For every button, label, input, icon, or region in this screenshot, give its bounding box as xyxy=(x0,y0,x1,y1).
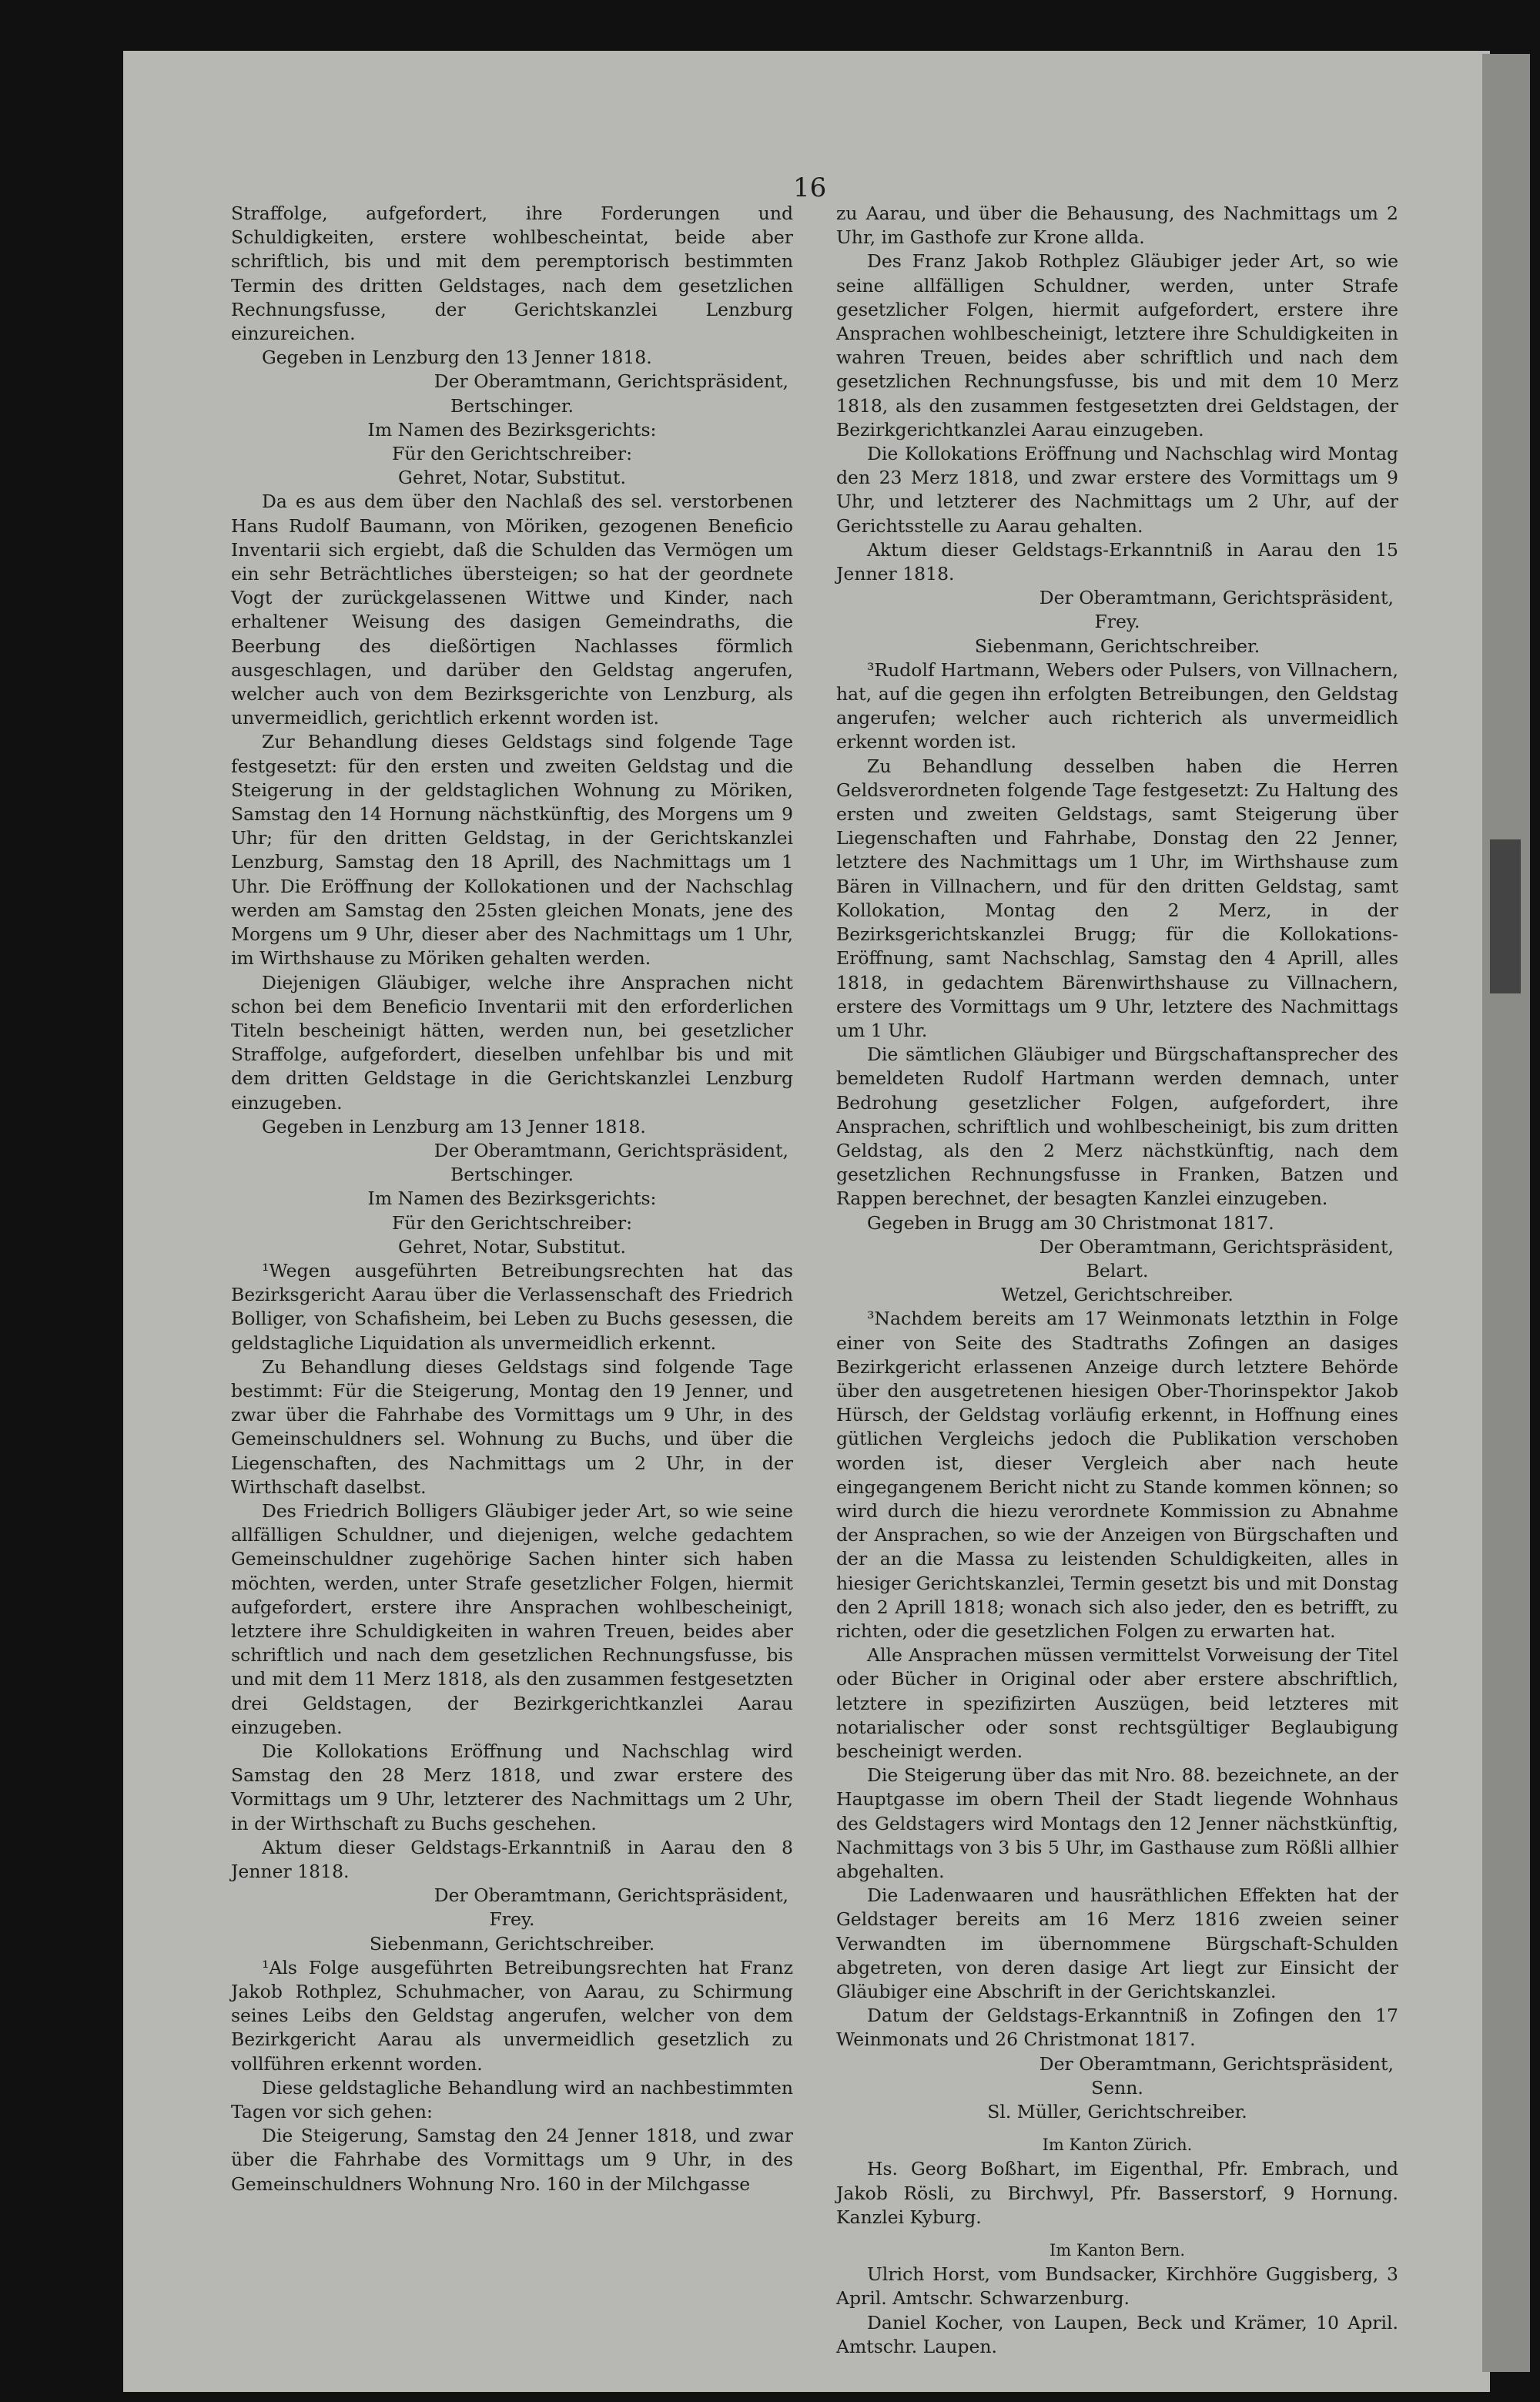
paragraph: Aktum dieser Geldstags-Erkanntniß in Aarau den 15 Jenner 1818. xyxy=(836,538,1398,585)
official-title: Der Oberamtmann, Gerichtspräsident, xyxy=(1039,587,1394,609)
paragraph: Die Steigerung über das mit Nro. 88. bezeichnete, an der Hauptgasse im obern Theil der Stadt liegende Wohnhaus des Geldstagers wird Montags den 12 Jenner nächstkünftig, Nachmittags von 3 bis 5 Uhr, im Gasthause zum Rößli allhier abgehalten. xyxy=(836,1764,1398,1883)
paragraph: Zu Behandlung desselben haben die Herren Geldsverordneten folgende Tage festgesetzt: Zu Haltung des ersten und zweiten Geldstags, samt Steigerung über Liegenschaften und Fahrhabe, Donstag den 22 Jenner, letztere des Nachmittags um 1 Uhr, im Wirthshause zum Bären in Villnachern, und für den dritten Geldstag, samt Kollokation, Montag den 2 Merz, in der Bezirksgerichtskanzlei Brugg; für die Kollokations-Eröffnung, samt Nachschlag, Samstag den 4 Aprill, alles 1818, in gedachtem Bärenwirthshause zu Villnachern, erstere des Vormittags um 9 Uhr, letztere des Nachmittags um 1 Uhr. xyxy=(836,755,1398,1041)
adjacent-page-edge xyxy=(1482,54,1530,2372)
paragraph: Ulrich Horst, vom Bundsacker, Kirchhöre Guggisberg, 3 April. Amtschr. Schwarzenburg. xyxy=(836,2263,1398,2310)
signature-line: Im Namen des Bezirksgerichts: xyxy=(367,418,657,441)
paragraph: ¹Wegen ausgeführten Betreibungsrechten hat das Bezirksgericht Aarau über die Verlassenschaft des Friedrich Bolliger, von Schafisheim, bei Leben zu Buchs gesessen, die geldstagliche Liquidation als unvermeidlich erkennt. xyxy=(231,1259,793,1354)
paragraph: Diejenigen Gläubiger, welche ihre Ansprachen nicht schon bei dem Beneficio Inventarii mit den erforderlichen Titeln bescheinigt hätten, werden nun, bei gesetzlicher Straffolge, aufgefordert, dieselben unfehlbar bis und mit dem dritten Geldstage in die Gerichtskanzlei Lenzburg einzugeben. xyxy=(231,971,793,1114)
signature-line: Senn. xyxy=(1091,2076,1143,2099)
signature-line: Sl. Müller, Gerichtschreiber. xyxy=(987,2101,1247,2123)
paragraph: Datum der Geldstags-Erkanntniß in Zofingen den 17 Weinmonats und 26 Christmonat 1817. xyxy=(836,2005,1398,2051)
signature-line: Frey. xyxy=(1094,611,1140,633)
paragraph: Da es aus dem über den Nachlaß des sel. verstorbenen Hans Rudolf Baumann, von Möriken, gezogenen Beneficio Inventarii sich ergiebt, daß die Schulden das Vermögen um ein sehr Beträchtliches übersteigen; so hat der geordnete Vogt der zurückgelassenen Wittwe und Kinder, nach erhaltener Weisung des dasigen Gemeindraths, die Beerbung des dießörtigen Nachlasses förmlich ausgeschlagen, und darüber den Geldstag angerufen, welcher auch von dem Bezirksgerichte von Lenzburg, als unvermeidlich, gerichtlich erkennt worden ist. xyxy=(231,491,793,729)
paragraph: Gegeben in Lenzburg den 13 Jenner 1818. xyxy=(262,347,652,369)
paragraph: Daniel Kocher, von Laupen, Beck und Krämer, 10 April. Amtschr. Laupen. xyxy=(836,2311,1398,2357)
paragraph: Die Ladenwaaren und hausräthlichen Effekten hat der Geldstager bereits am 16 Merz 1816 zweien seiner Verwandten im übernommene Bürgschaft-Schulden abgetreten, von deren dasige Art liegt zur Einsicht der Gläubiger eine Abschrift in der Gerichtskanzlei. xyxy=(836,1884,1398,2003)
signature-line: Frey. xyxy=(489,1908,535,1931)
paragraph: Diese geldstagliche Behandlung wird an nachbestimmten Tagen vor sich gehen: xyxy=(231,2076,793,2123)
paragraph: Die Kollokations Eröffnung und Nachschlag wird Montag den 23 Merz 1818, und zwar erstere des Vormittags um 9 Uhr, und letzterer des Nachmittags um 2 Uhr, auf der Gerichtsstelle zu Aarau gehalten. xyxy=(836,443,1398,537)
section-heading: Im Kanton Zürich. xyxy=(1042,2136,1193,2155)
official-title: Der Oberamtmann, Gerichtspräsident, xyxy=(434,370,788,393)
paragraph: Des Friedrich Bolligers Gläubiger jeder Art, so wie seine allfälligen Schuldner, und diejenigen, welche gedachtem Gemeinschuldner zugehörige Sachen hinter sich haben möchten, werden, unter Strafe gesetzlicher Folgen, hiermit aufgefordert, erstere ihre Ansprachen wohlbescheinigt, letztere ihre Schuldigkeiten in wahren Treuen, beides aber schriftlich und nach dem gesetzlichen Rechnungsfusse, bis und mit dem 11 Merz 1818, als den zusammen festgesetzten drei Geldstagen, der Bezirkgerichtkanzlei Aarau einzugeben. xyxy=(231,1499,793,1738)
page-number: 16 xyxy=(793,173,827,203)
paragraph: Alle Ansprachen müssen vermittelst Vorweisung der Titel oder Bücher in Original oder aber erstere abschriftlich, letztere in spezifizirten Auszügen, beid letzteres mit notarialischer oder sonst rechtsgültiger Beglaubigung bescheinigt werden. xyxy=(836,1644,1398,1762)
paragraph: Hs. Georg Boßhart, im Eigenthal, Pfr. Embrach, und Jakob Rösli, zu Birchwyl, Pfr. Basserstorf, 9 Hornung. Kanzlei Kyburg. xyxy=(836,2158,1398,2228)
section-heading: Im Kanton Bern. xyxy=(1050,2241,1185,2260)
official-title: Der Oberamtmann, Gerichtspräsident, xyxy=(1039,1235,1394,1258)
official-title: Der Oberamtmann, Gerichtspräsident, xyxy=(1039,2052,1394,2075)
paragraph: Aktum dieser Geldstags-Erkanntniß in Aarau den 8 Jenner 1818. xyxy=(231,1836,793,1883)
paragraph: Die sämtlichen Gläubiger und Bürgschaftansprecher des bemeldeten Rudolf Hartmann werden demnach, unter Bedrohung gesetzlicher Folgen, aufgefordert, ihre Ansprachen, schriftlich und wohlbescheinigt, bis zum dritten Geldstag, als den 2 Merz nächstkünftig, nach dem gesetzlichen Rechnungsfusse in Franken, Batzen und Rappen berechnet, der besagten Kanzlei einzugeben. xyxy=(836,1044,1398,1210)
binding-shadow xyxy=(1490,839,1521,993)
signature-line: Für den Gerichtschreiber: xyxy=(392,443,632,465)
paragraph: ³Nachdem bereits am 17 Weinmonats letzthin in Folge einer von Seite des Stadtraths Zofingen an dasiges Bezirkgericht erlassenen Anzeige durch letztere Behörde über den ausgetretenen hiesigen Ober-Thorinspektor Jakob Hürsch, der Geldstag vorläufig erkennt, in Hoffnung eines gütlichen Vergleichs jedoch die Publikation verschoben worden ist, dieser Vergleich aber nach heute eingegangenem Bericht nicht zu Stande kommen können; so wird durch die hiezu verordnete Kommission zu Abnahme der Ansprachen, so wie der Anzeigen von Bürgschaften und der an die Massa zu leistenden Schuldigkeiten, alles in hiesiger Gerichtskanzlei, Termin gesetzt bis und mit Donstag den 2 Aprill 1818; wonach sich also jeder, den es betrifft, zu richten, oder die gesetzlichen Folgen zu erwarten hat. xyxy=(836,1308,1398,1642)
signature-line: Siebenmann, Gerichtschreiber. xyxy=(974,635,1260,657)
official-title: Der Oberamtmann, Gerichtspräsident, xyxy=(434,1139,788,1161)
signature-line: Wetzel, Gerichtschreiber. xyxy=(1001,1284,1234,1306)
paragraph: Straffolge, aufgefordert, ihre Forderungen und Schuldigkeiten, erstere wohlbescheintat, beide aber schriftlich, bis und mit dem peremptorisch bestimmten Termin des dritten Geldstages, nach dem gesetzlichen Rechnungsfusse, der Gerichtskanzlei Lenzburg einzureichen. xyxy=(231,203,793,345)
paragraph: ¹Als Folge ausgeführten Betreibungsrechten hat Franz Jakob Rothplez, Schuhmacher, von Aarau, zu Schirmung seines Leibs den Geldstag angerufen, welcher von dem Bezirkgericht Aarau als unvermeidlich gesetzlich zu vollführen erkennt worden. xyxy=(231,1956,793,2075)
signature-line: Belart. xyxy=(1086,1259,1149,1281)
paragraph: Zu Behandlung dieses Geldstags sind folgende Tage bestimmt: Für die Steigerung, Montag den 19 Jenner, und zwar über die Fahrhabe des Vormittags um 9 Uhr, in des Gemeinschuldners sel. Wohnung zu Buchs, und über die Liegenschaften, des Nachmittags um 2 Uhr, in der Wirthschaft daselbst. xyxy=(231,1355,793,1498)
signature-line: Gehret, Notar, Substitut. xyxy=(398,1235,626,1258)
paragraph: zu Aarau, und über die Behausung, des Nachmittags um 2 Uhr, im Gasthofe zur Krone allda. xyxy=(836,203,1398,249)
paragraph: Die Steigerung, Samstag den 24 Jenner 1818, und zwar über die Fahrhabe des Vormittags um 9 Uhr, in des Gemeinschuldners Wohnung Nro. 160 in der Milchgasse xyxy=(231,2125,793,2195)
left-column xyxy=(231,202,793,2196)
signature-line: Bertschinger. xyxy=(450,1164,574,1186)
paragraph: Gegeben in Lenzburg am 13 Jenner 1818. xyxy=(262,1115,646,1137)
paragraph: Des Franz Jakob Rothplez Gläubiger jeder Art, so wie seine allfälligen Schuldner, werden, unter Strafe gesetzlicher Folgen, hiermit aufgefordert, erstere ihre Ansprachen wohlbescheinigt, letztere ihre Schuldigkeiten in wahren Treuen, beides aber schriftlich und nach dem gesetzlichen Rechnungsfusse, bis und mit dem 10 Merz 1818, als den zusammen festgesetzten drei Geldstagen, der Bezirkgerichtkanzlei Aarau einzugeben. xyxy=(836,250,1398,441)
signature-line: Im Namen des Bezirksgerichts: xyxy=(367,1188,657,1210)
paragraph: Zur Behandlung dieses Geldstags sind folgende Tage festgesetzt: für den ersten und zweiten Geldstag und die Steigerung in der geldstaglichen Wohnung zu Möriken, Samstag den 14 Hornung nächstkünftig, des Morgens um 9 Uhr; für den dritten Geldstag, in der Gerichtskanzlei Lenzburg, Samstag den 18 Aprill, des Nachmittags um 1 Uhr. Die Eröffnung der Kollokationen und der Nachschlag werden am Samstag den 25sten gleichen Monats, jene des Morgens um 9 Uhr, dieser aber des Nachmittags um 1 Uhr, im Wirthshause zu Möriken gehalten werden. xyxy=(231,731,793,970)
paragraph: ³Rudolf Hartmann, Webers oder Pulsers, von Villnachern, hat, auf die gegen ihn erfolgten Betreibungen, den Geldstag angerufen; welcher auch richterich als unvermeidlich erkennt worden ist. xyxy=(836,658,1398,753)
signature-line: Für den Gerichtschreiber: xyxy=(392,1211,632,1234)
signature-line: Siebenmann, Gerichtschreiber. xyxy=(369,1932,655,1955)
paragraph: Die Kollokations Eröffnung und Nachschlag wird Samstag den 28 Merz 1818, und zwar erstere des Vormittags um 9 Uhr, letzterer des Nachmittags um 2 Uhr, in der Wirthschaft zu Buchs geschehen. xyxy=(231,1740,793,1834)
official-title: Der Oberamtmann, Gerichtspräsident, xyxy=(434,1884,788,1907)
right-column xyxy=(836,202,1398,2359)
signature-line: Gehret, Notar, Substitut. xyxy=(398,467,626,489)
paragraph: Gegeben in Brugg am 30 Christmonat 1817. xyxy=(867,1211,1274,1234)
signature-line: Bertschinger. xyxy=(450,394,574,417)
